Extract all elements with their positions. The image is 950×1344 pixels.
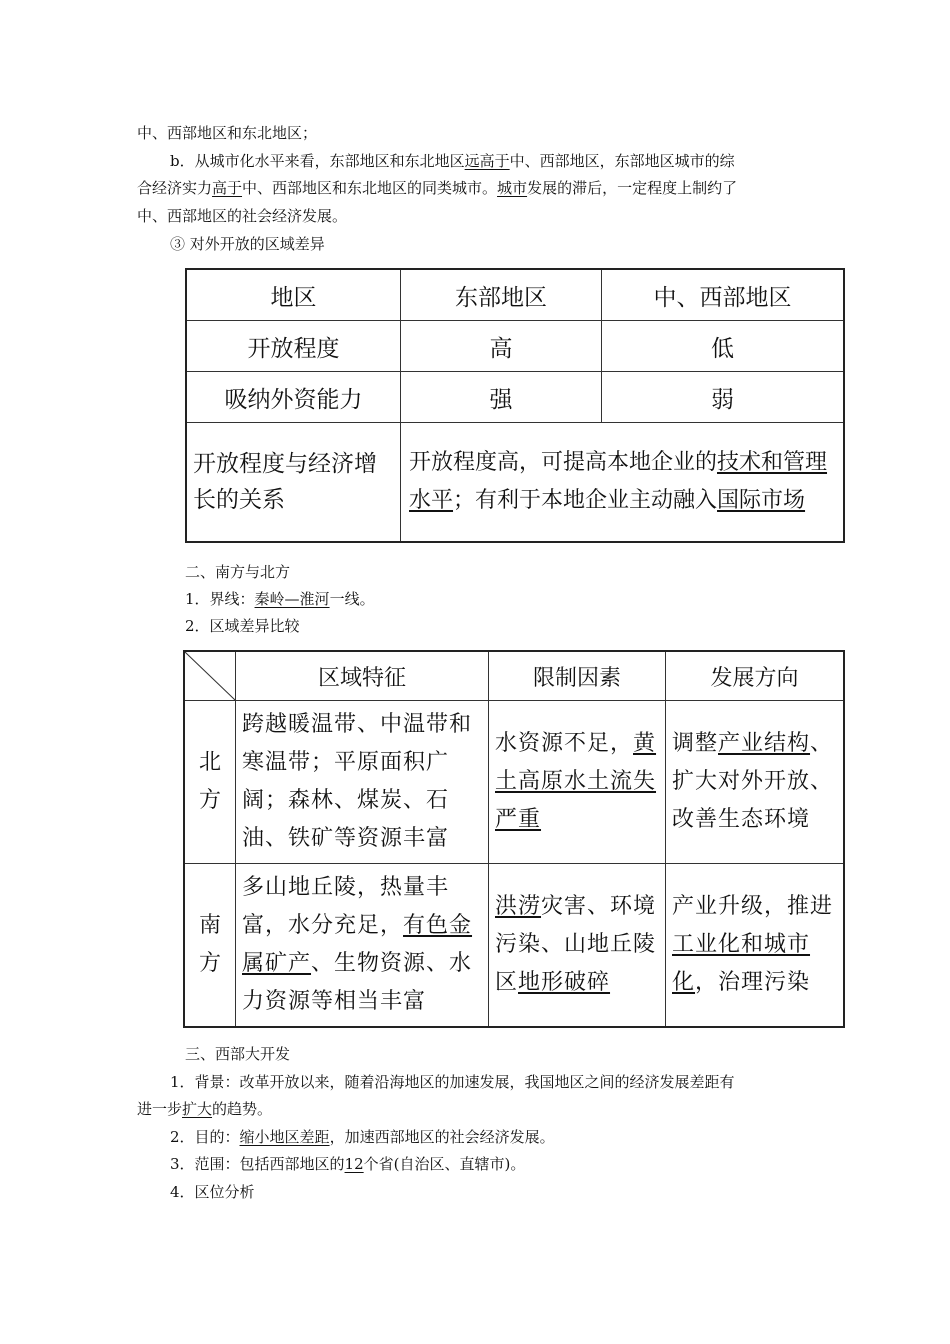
section-heading: 三、西部大开发: [185, 1045, 291, 1063]
text-line: 合经济实力高于中、西部地区和东北地区的同类城市。城市发展的滞后，一定程度上制约了: [137, 179, 738, 197]
table-cell: 调整产业结构、扩大对外开放、改善生态环境: [666, 701, 845, 864]
table-header: 东部地区: [401, 269, 602, 321]
text-line: 3．范围：包括西部地区的12个省(自治区、直辖市)。: [170, 1155, 526, 1173]
table-header: 发展方向: [666, 651, 845, 701]
text-line: 进一步扩大的趋势。: [137, 1100, 273, 1118]
text-line: 1．界线：秦岭—淮河一线。: [185, 590, 375, 608]
table-cell: 吸纳外资能力: [186, 372, 401, 423]
table-header: 地区: [186, 269, 401, 321]
table-cell: 弱: [602, 372, 845, 423]
table-cell: 低: [602, 321, 845, 372]
table-header: 限制因素: [489, 651, 666, 701]
text-line: 中、西部地区的社会经济发展。: [137, 207, 348, 225]
table-header: 中、西部地区: [602, 269, 845, 321]
openness-table: [185, 268, 845, 543]
text-line: 2．区域差异比较: [185, 617, 300, 635]
text-line: 2．目的：缩小地区差距，加速西部地区的社会经济发展。: [170, 1128, 555, 1146]
table-cell: 水资源不足，黄土高原水土流失严重: [489, 701, 666, 864]
table-cell: 强: [401, 372, 602, 423]
table-cell: 开放程度与经济增长的关系: [186, 423, 401, 543]
row-label-north: 北方: [184, 701, 236, 864]
table-cell: 洪涝灾害、环境污染、山地丘陵区地形破碎: [489, 864, 666, 1028]
text-line: 4．区位分析: [170, 1183, 255, 1201]
table-cell: 多山地丘陵，热量丰富，水分充足，有色金属矿产、生物资源、水力资源等相当丰富: [236, 864, 489, 1028]
section-heading: 二、南方与北方: [185, 563, 291, 581]
north-south-table: [183, 650, 845, 1028]
row-label-south: 南方: [184, 864, 236, 1028]
diagonal-line: [185, 652, 235, 700]
text-line: 1．背景：改革开放以来，随着沿海地区的加速发展，我国地区之间的经济发展差距有: [170, 1073, 735, 1091]
subsection-heading: ③ 对外开放的区域差异: [170, 235, 325, 253]
table-cell: 跨越暖温带、中温带和寒温带；平原面积广阔；森林、煤炭、石油、铁矿等资源丰富: [236, 701, 489, 864]
table-cell: 高: [401, 321, 602, 372]
diagonal-header-cell: [184, 651, 236, 701]
text-line: 中、西部地区和东北地区；: [137, 124, 318, 142]
text-line: b．从城市化水平来看，东部地区和东北地区远高于中、西部地区，东部地区城市的综: [170, 152, 735, 170]
table-cell: 开放程度: [186, 321, 401, 372]
table-cell: 开放程度高，可提高本地企业的技术和管理水平；有利于本地企业主动融入国际市场: [401, 423, 845, 543]
table-cell: 产业升级，推进工业化和城市化，治理污染: [666, 864, 845, 1028]
table-header: 区域特征: [236, 651, 489, 701]
